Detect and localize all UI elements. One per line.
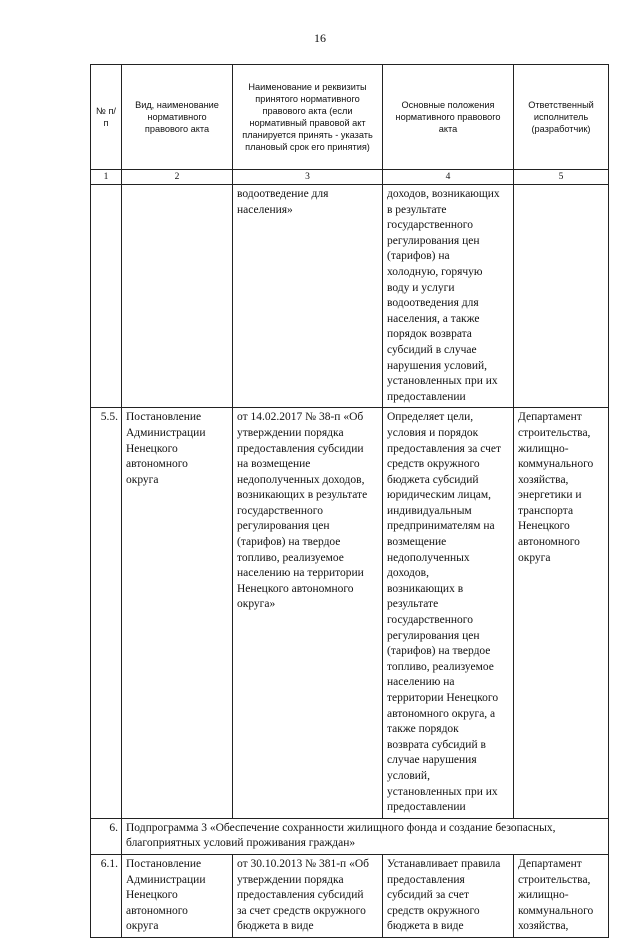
text-line: средств окружного: [387, 458, 480, 471]
text-line: территории Ненецкого: [387, 692, 499, 704]
text-line: (тарифов) на твердое: [387, 645, 491, 658]
act-type-cell: [122, 854, 233, 937]
text-line: возмещение: [387, 536, 447, 549]
text-line: хозяйства,: [518, 920, 569, 933]
text-line: округа»: [237, 598, 276, 611]
text-line: населения»: [237, 203, 293, 216]
header-col-number: № п/п: [91, 65, 122, 170]
column-index: 1: [91, 170, 122, 185]
text-line: Администрации: [126, 873, 206, 886]
text-line: субсидий за счет: [387, 889, 470, 902]
text-line: регулирования цен: [387, 629, 480, 642]
text-line: Ненецкого: [126, 889, 178, 902]
provisions-cell: [383, 408, 514, 818]
text-line: Определяет цели,: [387, 411, 474, 424]
text-line: недополученных доходов,: [237, 473, 365, 486]
text-line: водоотведение для: [237, 188, 329, 200]
text-line: водоотведения для: [387, 297, 479, 310]
text-line: бюджета субсидий: [387, 473, 479, 486]
text-line: бюджета в виде: [237, 920, 314, 933]
text-line: Подпрограмма 3 «Обеспечение сохранности жилищного фонда и создание безопасных,: [126, 821, 556, 834]
text-line: автономного: [518, 536, 580, 549]
column-index: 5: [514, 170, 609, 185]
table-header-row: [91, 65, 609, 170]
header-col-executor: Ответственный исполнитель (разработчик): [514, 65, 609, 170]
text-line: предоставления субсидии: [237, 442, 364, 455]
text-line: регулирования цен: [387, 234, 480, 247]
text-line: населения, а также: [387, 312, 480, 325]
text-line: условия и порядок: [387, 426, 479, 439]
act-type-cell: [122, 185, 233, 408]
text-line: средств окружного: [387, 904, 480, 917]
text-line: в результате: [387, 203, 447, 216]
text-line: государственного: [237, 504, 323, 517]
text-line: предпринимателям на: [387, 520, 495, 533]
table-row-continued: [91, 185, 609, 408]
text-line: также порядок: [387, 723, 459, 736]
text-line: коммунального: [518, 458, 594, 471]
text-line: Ненецкого автономного: [237, 582, 354, 595]
column-index: 2: [122, 170, 233, 185]
act-type-cell: [122, 408, 233, 818]
text-line: округа: [126, 473, 159, 486]
text-line: Ненецкого: [126, 442, 178, 455]
text-line: недополученных: [387, 551, 470, 564]
text-line: Департамент: [518, 411, 582, 424]
row-number: 6.: [91, 818, 122, 854]
text-line: утверждении порядка: [237, 426, 344, 439]
text-line: предоставления субсидий: [237, 889, 364, 902]
text-line: автономного: [126, 904, 188, 917]
text-line: автономного округа, а: [387, 707, 496, 720]
header-col-act-type: Вид, наименование нормативного правового акта: [122, 65, 233, 170]
normative-acts-table: [90, 64, 609, 938]
text-line: хозяйства,: [518, 473, 569, 486]
text-line: доходов,: [387, 567, 429, 580]
table-row-subprogram-6: [91, 818, 609, 854]
text-line: утверждении порядка: [237, 873, 344, 886]
column-index: 4: [383, 170, 514, 185]
text-line: предоставлении: [387, 390, 466, 403]
text-line: нарушения условий,: [387, 359, 487, 372]
text-line: (тарифов) на твердое: [237, 536, 341, 549]
text-line: транспорта: [518, 504, 574, 517]
text-line: жилищно-: [518, 889, 569, 902]
text-line: регулирования цен: [237, 520, 330, 533]
text-line: населению на территории: [237, 567, 364, 580]
text-line: благоприятных условий проживания граждан»: [126, 837, 356, 850]
provisions-cell: [383, 854, 514, 937]
executor-cell: [514, 408, 609, 818]
text-line: установленных при их: [387, 785, 498, 798]
text-line: случае нарушения: [387, 754, 477, 767]
text-line: государственного: [387, 219, 473, 232]
text-line: округа: [518, 551, 551, 564]
row-number: [91, 185, 122, 408]
act-name-cell: [233, 408, 383, 818]
act-name-cell: [233, 854, 383, 937]
text-line: от 30.10.2013 № 381-п «Об: [237, 857, 369, 870]
column-index-row: [91, 170, 609, 185]
text-line: возникающих в: [387, 582, 464, 595]
row-number: 5.5.: [91, 408, 122, 818]
text-line: бюджета в виде: [387, 920, 464, 933]
executor-cell: [514, 854, 609, 937]
text-line: энергетики и: [518, 489, 582, 502]
text-line: населению на: [387, 676, 455, 689]
page-number: 16: [314, 31, 326, 45]
text-line: возникающих в результате: [237, 489, 368, 502]
text-line: Администрации: [126, 426, 206, 439]
act-name-cell: [233, 185, 383, 408]
text-line: предоставлении: [387, 801, 466, 814]
text-line: коммунального: [518, 904, 594, 917]
text-line: условий,: [387, 769, 430, 782]
text-line: Устанавливает правила: [387, 857, 501, 870]
text-line: топливо, реализуемое: [237, 551, 344, 564]
text-line: индивидуальным: [387, 504, 472, 517]
table-row-6-1: [91, 854, 609, 937]
text-line: топливо, реализуемое: [387, 660, 494, 673]
text-line: государственного: [387, 614, 473, 627]
provisions-cell: [383, 185, 514, 408]
text-line: Ненецкого: [518, 520, 570, 533]
text-line: возврата субсидий в: [387, 738, 486, 751]
text-line: на возмещение: [237, 458, 311, 471]
text-line: Постановление: [126, 857, 202, 870]
text-line: автономного: [126, 458, 188, 471]
text-line: предоставления: [387, 873, 465, 886]
header-col-provisions: Основные положения нормативного правового акта: [383, 65, 514, 170]
header-col-act-name: Наименование и реквизиты принятого нормативного правового акта (если нормативный правовой акт планируется принять - указать плановый срок его принятия): [233, 65, 383, 170]
text-line: воду и услуги: [387, 281, 455, 294]
text-line: доходов, возникающих: [387, 188, 500, 200]
text-line: предоставления за счет: [387, 442, 502, 455]
text-line: от 14.02.2017 № 38-п «Об: [237, 411, 364, 424]
text-line: округа: [126, 920, 159, 933]
text-line: юридическим лицам,: [387, 489, 491, 502]
text-line: за счет средств окружного: [237, 904, 366, 917]
text-line: порядок возврата: [387, 328, 472, 341]
column-index: 3: [233, 170, 383, 185]
row-number: 6.1.: [91, 854, 122, 937]
executor-cell: [514, 185, 609, 408]
subprogram-title: [122, 818, 609, 854]
text-line: установленных при их: [387, 375, 498, 388]
text-line: жилищно-: [518, 442, 569, 455]
text-line: холодную, горячую: [387, 265, 483, 278]
text-line: строительства,: [518, 873, 591, 886]
text-line: строительства,: [518, 426, 591, 439]
text-line: субсидий в случае: [387, 343, 477, 356]
text-line: Департамент: [518, 857, 582, 870]
text-line: (тарифов) на: [387, 250, 450, 263]
text-line: результате: [387, 598, 439, 611]
table-row-5-5: [91, 408, 609, 818]
text-line: Постановление: [126, 411, 202, 424]
